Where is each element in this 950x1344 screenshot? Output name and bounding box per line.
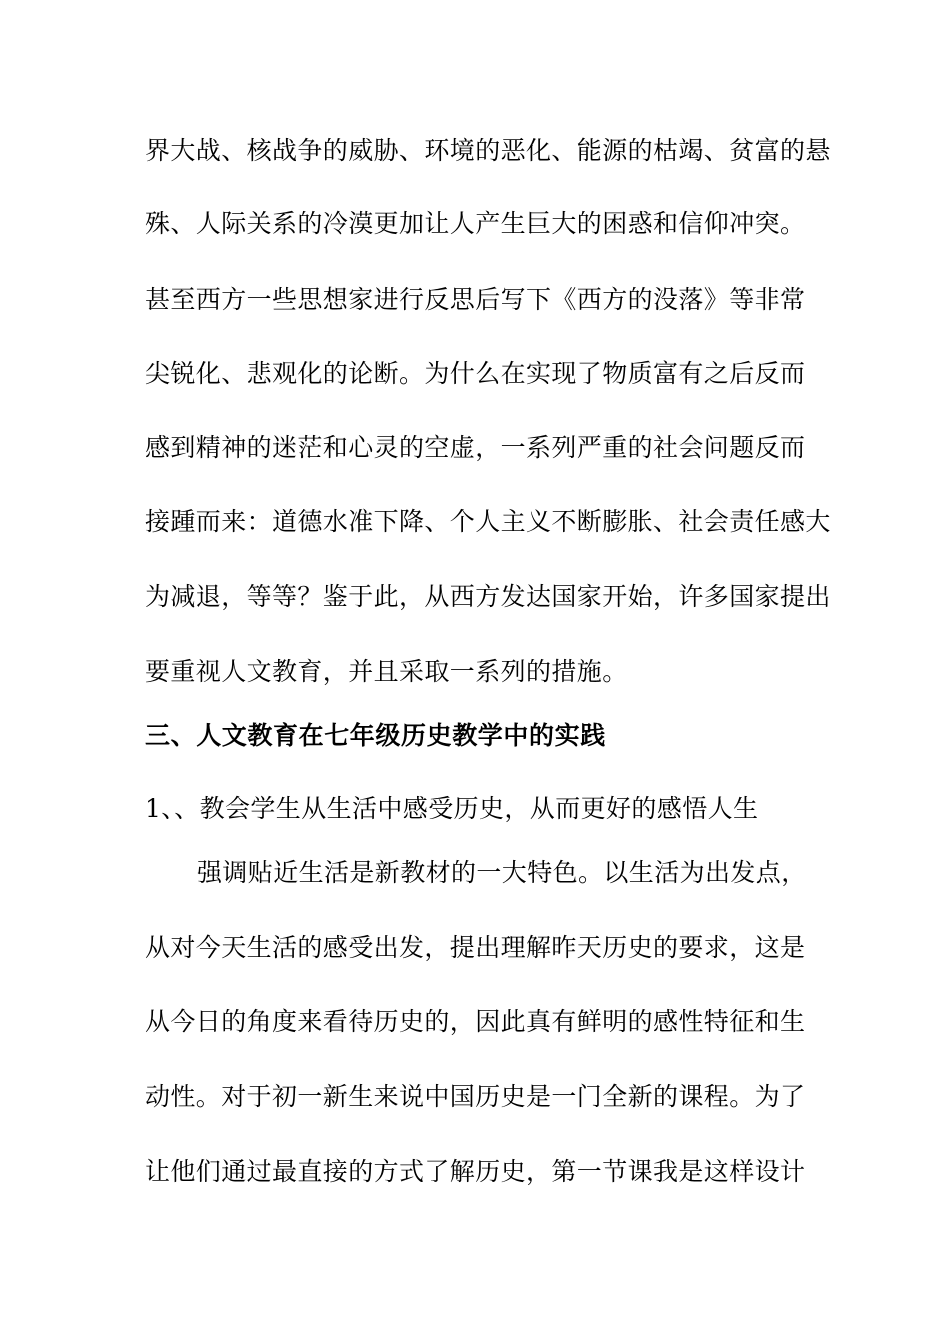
paragraph-line: 尖锐化、悲观化的论断。为什么在实现了物质富有之后反而 — [145, 359, 806, 388]
paragraph-line: 从今日的角度来看待历史的，因此真有鲜明的感性特征和生 — [145, 1007, 806, 1036]
paragraph-line: 甚至西方一些思想家进行反思后写下《西方的没落》等非常 — [145, 285, 806, 314]
paragraph-line: 从对今天生活的感受出发，提出理解昨天历史的要求，这是 — [145, 933, 806, 962]
paragraph-line: 动性。对于初一新生来说中国历史是一门全新的课程。为了 — [145, 1082, 806, 1111]
paragraph-line: 界大战、核战争的威胁、环境的恶化、能源的枯竭、贫富的悬 — [145, 136, 831, 165]
paragraph-line: 殊、人际关系的冷漠更加让人产生巨大的困惑和信仰冲突。 — [145, 209, 806, 238]
paragraph-line: 为减退，等等？鉴于此，从西方发达国家开始，许多国家提出 — [145, 582, 831, 611]
paragraph-line: 要重视人文教育，并且采取一系列的措施。 — [145, 657, 628, 686]
paragraph-line: 接踵而来：道德水准下降、个人主义不断膨胀、社会责任感大 — [145, 507, 831, 536]
paragraph-line: 感到精神的迷茫和心灵的空虚，一系列严重的社会问题反而 — [145, 433, 806, 462]
subheading: 1、、教会学生从生活中感受历史，从而更好的感悟人生 — [145, 794, 759, 823]
section-heading: 三、人文教育在七年级历史教学中的实践 — [145, 721, 606, 750]
paragraph-line: 让他们通过最直接的方式了解历史，第一节课我是这样设计 — [145, 1157, 806, 1186]
paragraph-line: 强调贴近生活是新教材的一大特色。以生活为出发点， — [197, 858, 807, 887]
